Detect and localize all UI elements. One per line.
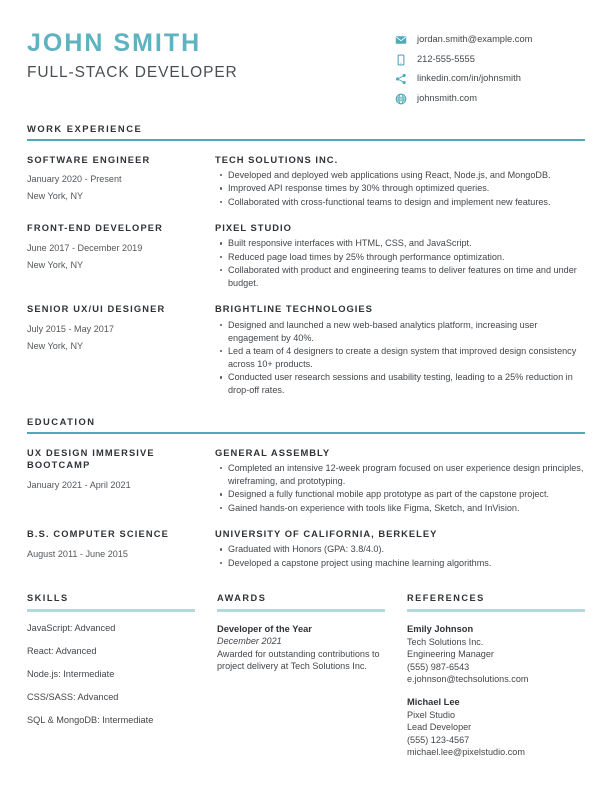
bullet-item: Improved API response times by 30% through optimized queries.: [228, 182, 585, 195]
entry-title: FRONT-END DEVELOPER: [27, 223, 164, 233]
entry-meta: [27, 172, 207, 203]
entry-title: SENIOR UX/UI DESIGNER: [27, 304, 166, 315]
bullet-item: Collaborated with cross-functional teams to design and implement new features.: [228, 196, 585, 209]
entry-left: [27, 447, 215, 515]
entry-dates: January 2020 - Present: [27, 174, 122, 185]
section-education: [27, 417, 585, 571]
award-description: Awarded for outstanding contributions to project delivery at Tech Solutions Inc.: [217, 648, 380, 671]
section-title-education: EDUCATION: [27, 415, 96, 427]
column-skills: [27, 594, 217, 759]
column-title-awards: AWARDS: [217, 593, 267, 604]
entry-left: [27, 303, 215, 397]
reference-role: Engineering Manager: [407, 649, 494, 660]
resume-entry: [27, 222, 585, 290]
entry-dates: July 2015 - May 2017: [27, 323, 114, 334]
contact-row[interactable]: [395, 93, 585, 105]
entry-right: [215, 303, 585, 397]
identity-block: [27, 28, 238, 81]
entry-organization: PIXEL STUDIO: [215, 222, 292, 233]
contact-row[interactable]: [395, 73, 585, 85]
entry-bullets: [215, 319, 585, 397]
bullet-item: Developed and deployed web applications using React, Node.js, and MongoDB.: [228, 169, 585, 182]
education-entries: [27, 447, 585, 571]
candidate-name: JOHN SMITH: [27, 29, 202, 57]
bullet-item: Developed a capstone project using machine learning algorithms.: [228, 557, 585, 570]
entry-organization: TECH SOLUTIONS INC.: [215, 153, 339, 165]
bullet-item: Graduated with Honors (GPA: 3.8/4.0).: [228, 543, 585, 556]
entry-dates: August 2011 - June 2015: [27, 548, 128, 559]
contact-list: [395, 34, 585, 105]
resume-entry: [27, 447, 585, 515]
entry-dates: June 2017 - December 2019: [27, 242, 143, 253]
reference-item: [407, 696, 585, 759]
entry-right: [215, 222, 585, 290]
skill-item: CSS/SASS: Advanced: [27, 691, 119, 702]
column-rule: [407, 609, 585, 611]
contact-text: jordan.smith@example.com: [417, 34, 533, 45]
entry-location: New York, NY: [27, 341, 84, 352]
entry-title: UX DESIGN IMMERSIVE BOOTCAMP: [27, 447, 155, 471]
contact-text: 212-555-5555: [417, 53, 475, 64]
bullet-item: Collaborated with product and engineering teams to deliver features on time and under budget.: [228, 264, 585, 290]
column-awards: [217, 594, 407, 759]
entry-meta: [27, 322, 207, 353]
skills-list: [27, 623, 195, 727]
bullet-item: Designed and launched a new web-based analytics platform, increasing user engagement by 40%.: [228, 319, 585, 345]
column-title-references: REFERENCES: [407, 593, 485, 604]
bullet-item: Gained hands-on experience with tools like Figma, Sketch, and InVision.: [228, 502, 585, 515]
award-date: December 2021: [217, 636, 282, 647]
section-rule: [27, 139, 585, 141]
reference-item: [407, 623, 585, 686]
reference-phone: (555) 123-4567: [407, 734, 470, 745]
award-item: [217, 623, 385, 672]
reference-name: Michael Lee: [407, 696, 460, 707]
skill-item: SQL & MongoDB: Intermediate: [27, 714, 154, 725]
work-entries: [27, 154, 585, 398]
reference-company: Tech Solutions Inc.: [407, 636, 484, 647]
column-rule: [27, 609, 195, 611]
entry-right: [215, 154, 585, 210]
references-list: [407, 623, 585, 759]
entry-title: SOFTWARE ENGINEER: [27, 154, 151, 165]
entry-bullets: [215, 169, 585, 209]
candidate-role: FULL-STACK DEVELOPER: [27, 63, 238, 81]
entry-meta: [27, 478, 207, 492]
contact-text: linkedin.com/in/johnsmith: [417, 73, 521, 84]
entry-right: [215, 447, 585, 515]
entry-right: [215, 528, 585, 570]
skill-item: React: Advanced: [27, 645, 97, 656]
phone-icon: [395, 54, 407, 66]
entry-title: B.S. COMPUTER SCIENCE: [27, 529, 169, 540]
entry-bullets: [215, 237, 585, 290]
bullet-item: Led a team of 4 designers to create a design system that improved design consistency across 10+ products.: [228, 345, 585, 371]
entry-left: [27, 528, 215, 570]
resume-entry: [27, 303, 585, 397]
section-rule: [27, 432, 585, 434]
entry-organization: GENERAL ASSEMBLY: [215, 446, 331, 458]
reference-name: Emily Johnson: [407, 623, 474, 634]
bullet-item: Designed a fully functional mobile app prototype as part of the capstone project.: [228, 488, 585, 501]
resume-entry: [27, 154, 585, 210]
section-title-work: WORK EXPERIENCE: [27, 122, 143, 134]
entry-bullets: [215, 462, 585, 515]
contact-text: johnsmith.com: [417, 92, 477, 103]
resume-header: [27, 0, 585, 105]
skill-item: Node.js: Intermediate: [27, 668, 115, 679]
reference-email[interactable]: e.johnson@techsolutions.com: [407, 674, 529, 685]
share-icon: [395, 73, 407, 85]
entry-location: New York, NY: [27, 259, 84, 270]
globe-icon: [395, 93, 407, 105]
column-rule: [217, 609, 385, 611]
reference-email[interactable]: michael.lee@pixelstudio.com: [407, 747, 525, 758]
reference-company: Pixel Studio: [407, 709, 456, 720]
resume-entry: [27, 528, 585, 570]
awards-list: [217, 623, 385, 672]
column-title-skills: SKILLS: [27, 593, 69, 604]
contact-row[interactable]: [395, 34, 585, 46]
award-name: Developer of the Year: [217, 623, 312, 634]
entry-bullets: [215, 543, 585, 569]
reference-phone: (555) 987-6543: [407, 661, 470, 672]
entry-meta: [27, 547, 207, 561]
entry-meta: [27, 241, 207, 272]
entry-left: [27, 222, 215, 290]
entry-left: [27, 154, 215, 210]
column-references: [407, 594, 585, 759]
section-work-experience: [27, 124, 585, 398]
bullet-item: Built responsive interfaces with HTML, CSS, and JavaScript.: [228, 237, 585, 250]
skill-item: JavaScript: Advanced: [27, 622, 116, 633]
entry-location: New York, NY: [27, 191, 84, 202]
reference-role: Lead Developer: [407, 722, 472, 733]
bottom-columns: [27, 594, 585, 759]
entry-organization: BRIGHTLINE TECHNOLOGIES: [215, 303, 373, 315]
bullet-item: Completed an intensive 12-week program focused on user experience design principles, wireframing, and prototyping.: [228, 462, 584, 486]
entry-organization: UNIVERSITY OF CALIFORNIA, BERKELEY: [215, 528, 438, 540]
contact-row[interactable]: [395, 54, 585, 66]
bullet-item: Reduced page load times by 25% through performance optimization.: [228, 251, 585, 264]
envelope-icon: [395, 34, 407, 46]
entry-dates: January 2021 - April 2021: [27, 479, 131, 490]
bullet-item: Conducted user research sessions and usability testing, leading to a 25% reduction in drop-off rates.: [228, 371, 585, 397]
